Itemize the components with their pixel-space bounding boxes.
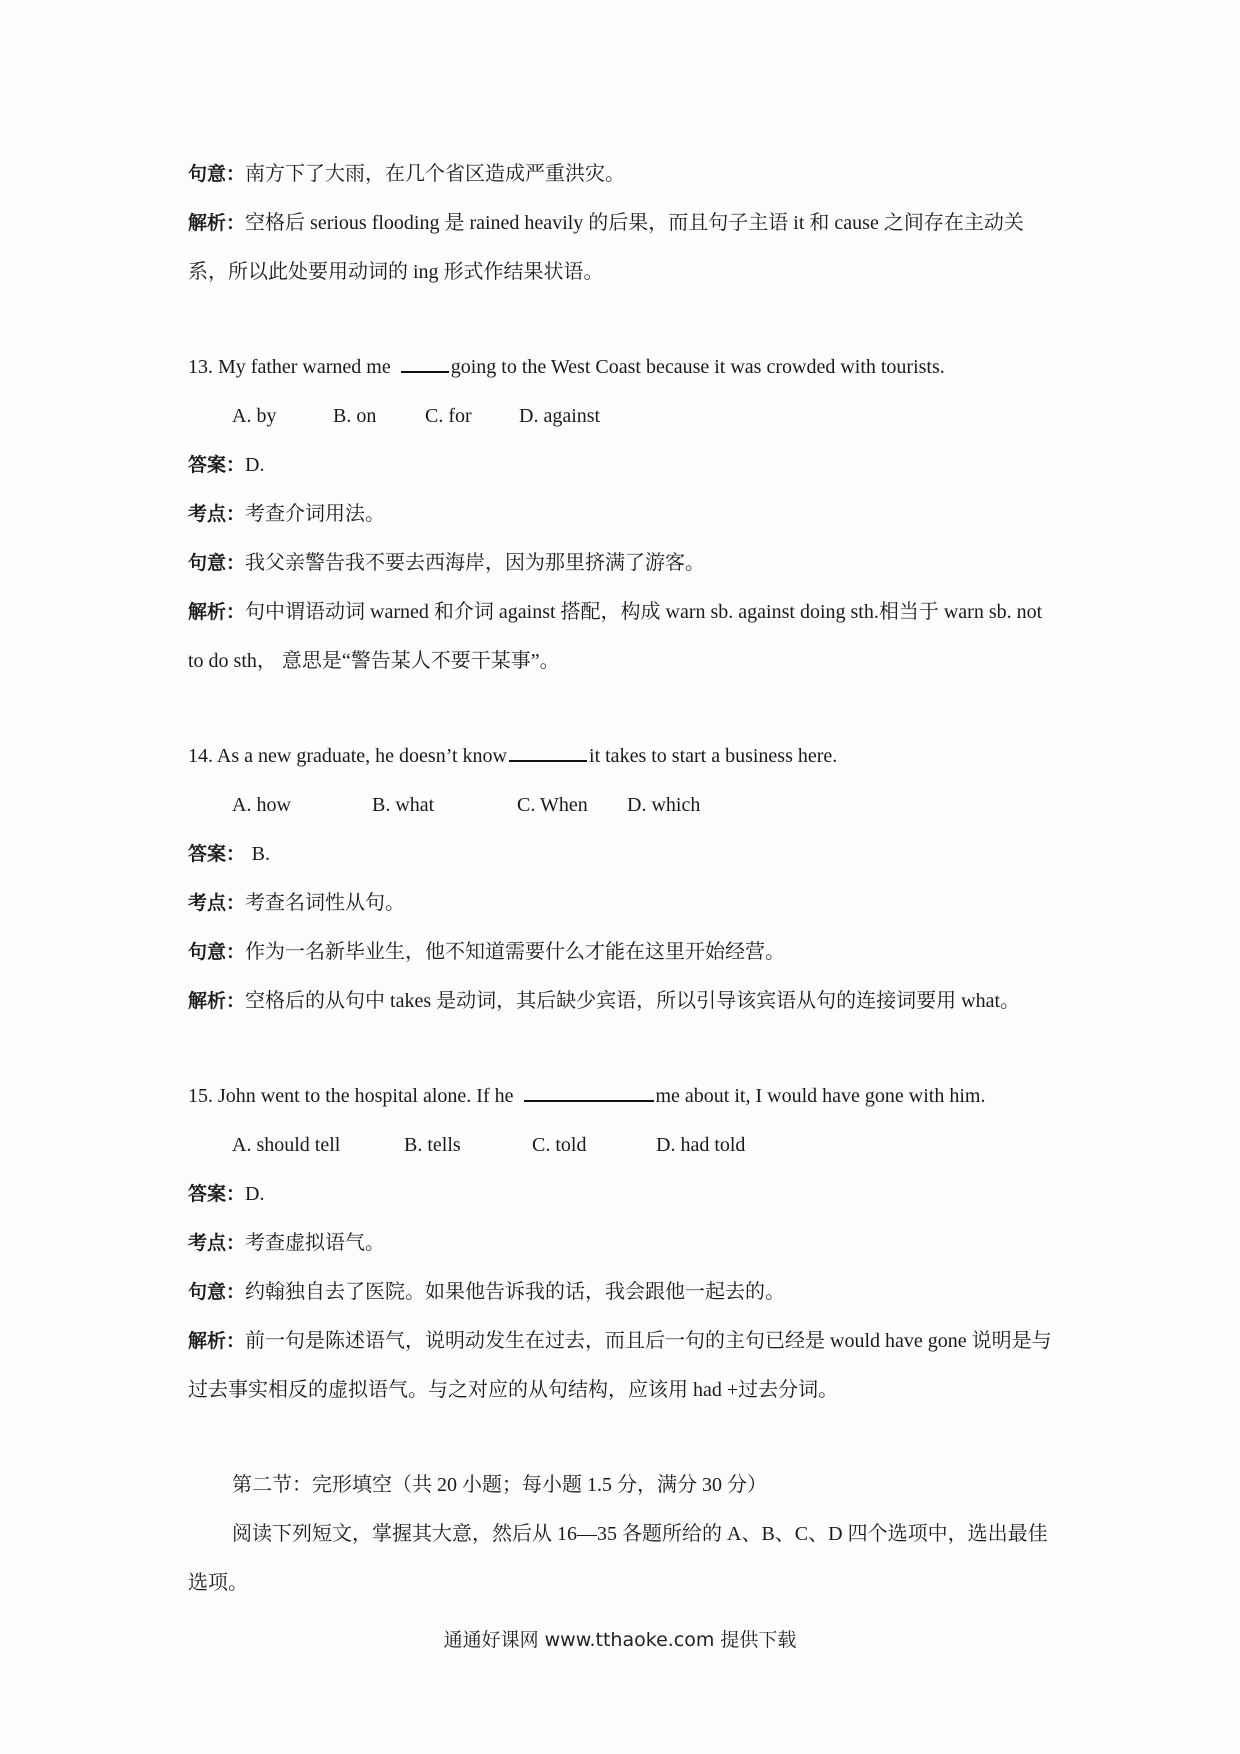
analysis-label: 解析 bbox=[188, 1330, 227, 1352]
option-c: C. When bbox=[517, 794, 588, 816]
question-13-options bbox=[188, 392, 1058, 441]
point-label: 考点 bbox=[188, 1232, 227, 1254]
question-13-point: 考点：考查介词用法。 bbox=[188, 503, 386, 525]
question-15-analysis: 解析：前一句是陈述语气，说明动发生在过去，而且后一句的主句已经是 would have gone 说明是与过去事实相反的虚拟语气。与之对应的从句结构，应该用 had +过去分词。 bbox=[188, 1330, 1052, 1401]
option-c: C. for bbox=[425, 405, 472, 427]
question-15-point: 考点：考查虚拟语气。 bbox=[188, 1232, 386, 1254]
question-14-point: 考点：考查名词性从句。 bbox=[188, 892, 406, 914]
option-d: D. had told bbox=[656, 1134, 746, 1156]
answer-blank bbox=[509, 738, 587, 762]
option-a: A. should tell bbox=[232, 1134, 341, 1156]
meaning-label: 句意 bbox=[188, 941, 227, 963]
option-a: A. by bbox=[232, 405, 277, 427]
prev-analysis: 解析：空格后 serious flooding 是 rained heavily 的后果，而且句子主语 it 和 cause 之间存在主动关系，所以此处要用动词的 ing 形式作结果状语。 bbox=[188, 212, 1024, 283]
stem-after: going to the West Coast because it was crowded with tourists. bbox=[450, 356, 945, 378]
stem-before: 14. As a new graduate, he doesn’t know bbox=[188, 745, 508, 767]
answer-label: 答案 bbox=[188, 843, 227, 865]
meaning-text: 南方下了大雨，在几个省区造成严重洪灾。 bbox=[245, 163, 626, 185]
section-heading: 第二节：完形填空（共 20 小题；每小题 1.5 分，满分 30 分） bbox=[232, 1474, 767, 1496]
page-content bbox=[188, 150, 1058, 1608]
meaning-label: 句意 bbox=[188, 163, 227, 185]
question-14-meaning: 句意：作为一名新毕业生，他不知道需要什么才能在这里开始经营。 bbox=[188, 941, 786, 963]
stem-after: it takes to start a business here. bbox=[589, 745, 838, 767]
point-text: 考查介词用法。 bbox=[245, 503, 386, 525]
question-13-stem bbox=[188, 343, 1058, 392]
question-15-answer: 答案：D. bbox=[188, 1183, 265, 1205]
meaning-label: 句意 bbox=[188, 1281, 227, 1303]
page-footer: 通通好课网 www.tthaoke.com 提供下载 bbox=[443, 1629, 797, 1651]
meaning-label: 句意 bbox=[188, 552, 227, 574]
question-15-stem bbox=[188, 1072, 1058, 1121]
answer-value: B. bbox=[251, 843, 270, 865]
meaning-text: 我父亲警告我不要去西海岸，因为那里挤满了游客。 bbox=[245, 552, 706, 574]
analysis-label: 解析 bbox=[188, 601, 227, 623]
option-d: D. which bbox=[627, 794, 701, 816]
analysis-text: 空格后的从句中 takes 是动词，其后缺少宾语，所以引导该宾语从句的连接词要用 what。 bbox=[245, 990, 1021, 1012]
stem-before: 15. John went to the hospital alone. If he bbox=[188, 1085, 514, 1107]
answer-blank bbox=[524, 1078, 654, 1102]
question-13-meaning: 句意：我父亲警告我不要去西海岸，因为那里挤满了游客。 bbox=[188, 552, 706, 574]
answer-label: 答案 bbox=[188, 454, 227, 476]
meaning-text: 作为一名新毕业生，他不知道需要什么才能在这里开始经营。 bbox=[245, 941, 786, 963]
question-14-analysis: 解析：空格后的从句中 takes 是动词，其后缺少宾语，所以引导该宾语从句的连接词要用 what。 bbox=[188, 990, 1021, 1012]
point-text: 考查名词性从句。 bbox=[245, 892, 406, 914]
option-b: B. on bbox=[333, 405, 377, 427]
option-a: A. how bbox=[232, 794, 291, 816]
stem-after: me about it, I would have gone with him. bbox=[655, 1085, 986, 1107]
meaning-text: 约翰独自去了医院。如果他告诉我的话，我会跟他一起去的。 bbox=[245, 1281, 786, 1303]
question-14-stem bbox=[188, 732, 1058, 781]
option-d: D. against bbox=[519, 405, 601, 427]
analysis-label: 解析 bbox=[188, 212, 227, 234]
point-label: 考点 bbox=[188, 503, 227, 525]
answer-label: 答案 bbox=[188, 1183, 227, 1205]
point-text: 考查虚拟语气。 bbox=[245, 1232, 386, 1254]
option-c: C. told bbox=[532, 1134, 587, 1156]
answer-blank bbox=[401, 349, 449, 373]
question-13-answer: 答案：D. bbox=[188, 454, 265, 476]
section-instruction: 阅读下列短文，掌握其大意，然后从 16—35 各题所给的 A、B、C、D 四个选项中，选出最佳选项。 bbox=[188, 1523, 1048, 1594]
analysis-text: 句中谓语动词 warned 和介词 against 搭配，构成 warn sb. against doing sth.相当于 warn sb. not to do sth， 意思是“警告某人不要干某事”。 bbox=[188, 601, 1043, 672]
question-14-answer: 答案： B. bbox=[188, 843, 270, 865]
question-13-analysis: 解析：句中谓语动词 warned 和介词 against 搭配，构成 warn sb. against doing sth.相当于 warn sb. not to do sth， 意思是“警告某人不要干某事”。 bbox=[188, 601, 1043, 672]
answer-value: D. bbox=[245, 454, 265, 476]
option-b: B. tells bbox=[404, 1134, 461, 1156]
analysis-text: 空格后 serious flooding 是 rained heavily 的后果，而且句子主语 it 和 cause 之间存在主动关系，所以此处要用动词的 ing 形式作结果状语。 bbox=[188, 212, 1024, 283]
analysis-text: 前一句是陈述语气，说明动发生在过去，而且后一句的主句已经是 would have gone 说明是与过去事实相反的虚拟语气。与之对应的从句结构，应该用 had +过去分词。 bbox=[188, 1330, 1052, 1401]
option-b: B. what bbox=[372, 794, 435, 816]
prev-meaning: 句意：南方下了大雨，在几个省区造成严重洪灾。 bbox=[188, 163, 626, 185]
question-15-meaning: 句意：约翰独自去了医院。如果他告诉我的话，我会跟他一起去的。 bbox=[188, 1281, 786, 1303]
analysis-label: 解析 bbox=[188, 990, 227, 1012]
question-15-options bbox=[188, 1121, 1058, 1170]
answer-value: D. bbox=[245, 1183, 265, 1205]
question-14-options bbox=[188, 781, 1058, 830]
point-label: 考点 bbox=[188, 892, 227, 914]
stem-before: 13. My father warned me bbox=[188, 356, 391, 378]
